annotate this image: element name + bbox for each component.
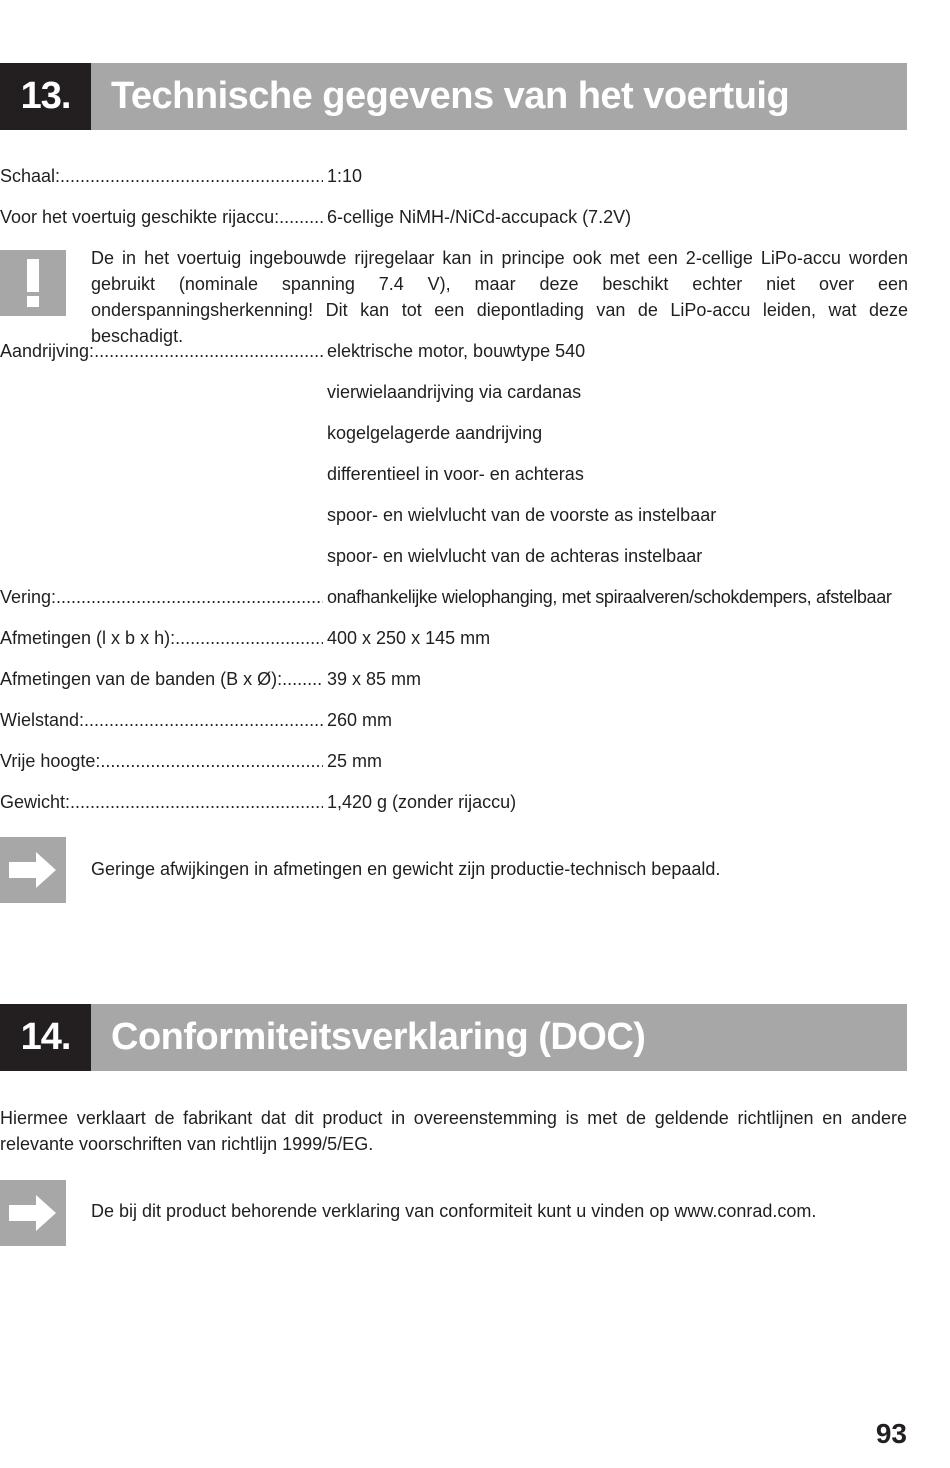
arrow-right-icon <box>0 837 66 903</box>
info-note-text: De bij dit product behorende verklaring van conformiteit kunt u vinden op www.conrad.com. <box>91 1201 817 1221</box>
spec-row-scale <box>0 165 908 187</box>
drive-extra-2: kogelgelagerde aandrijving <box>327 423 543 443</box>
conformity-paragraph: Hiermee verklaart de fabrikant dat dit product in overeenstemming is met de geldende richtlijnen en andere relevante voorschriften van richtlijn 1999/5/EG. <box>0 1108 907 1154</box>
spec-label: Afmetingen (l x b x h): <box>0 628 176 648</box>
section-13-header <box>0 63 907 130</box>
info-icon-box <box>0 837 66 903</box>
info-icon-box <box>0 1180 66 1246</box>
spec-row-battery <box>0 206 908 228</box>
warning-note-text: De in het voertuig ingebouwde rijregelaar kan in principe ook met een 2-cellige LiPo-accu worden gebruikt (nominale spanning 7.4 V), maar deze beschikt echter niet over een onderspanningsherkenning! Dit kan tot een diepontlading van de LiPo-accu leiden, wat deze beschadigt. <box>91 248 908 346</box>
section-13-number: 13. <box>0 63 91 130</box>
spec-value: onafhankelijke wielophanging, met spiraalveren/schokdempers, afstelbaar <box>327 587 892 607</box>
section-13-title: Technische gegevens van het voertuig <box>91 63 907 130</box>
drive-extra-5: spoor- en wielvlucht van de achteras instelbaar <box>327 546 703 566</box>
spec-row-clearance <box>0 750 908 772</box>
spec-label: Voor het voertuig geschikte rijaccu: <box>0 207 280 227</box>
spec-label: Vering: <box>0 587 57 607</box>
section-14-header <box>0 1004 907 1071</box>
section-14-title: Conformiteitsverklaring (DOC) <box>91 1004 907 1071</box>
spec-label: Schaal: <box>0 166 61 186</box>
spec-label: Gewicht: <box>0 792 71 812</box>
spec-value: 1:10 <box>327 166 363 186</box>
drive-extra-1: vierwielaandrijving via cardanas <box>327 382 582 402</box>
drive-extra-4: spoor- en wielvlucht van de voorste as instelbaar <box>327 505 717 525</box>
spec-label: Aandrijving: <box>0 341 95 361</box>
section-14-number: 14. <box>0 1004 91 1071</box>
spec-label: Wielstand: <box>0 710 85 730</box>
spec-row-weight <box>0 791 908 813</box>
spec-row-tyres <box>0 668 908 690</box>
spec-value: 1,420 g (zonder rijaccu) <box>327 792 517 812</box>
spec-value: 6-cellige NiMH-/NiCd-accupack (7.2V) <box>327 207 632 227</box>
spec-value: 260 mm <box>327 710 393 730</box>
spec-value: elektrische motor, bouwtype 540 <box>327 341 586 361</box>
spec-row-wheelbase <box>0 709 908 731</box>
warning-icon-box <box>0 250 66 316</box>
page-number: 93 <box>875 1418 907 1449</box>
spec-row-dimensions <box>0 627 908 649</box>
drive-extra-3: differentieel in voor- en achteras <box>327 464 584 484</box>
spec-value: 25 mm <box>327 751 383 771</box>
spec-value: 400 x 250 x 145 mm <box>327 628 491 648</box>
spec-label: Afmetingen van de banden (B x Ø): <box>0 669 283 689</box>
arrow-right-icon <box>0 1180 66 1246</box>
spec-row-drive <box>0 340 908 362</box>
spec-row-suspension <box>0 586 908 608</box>
spec-label: Vrije hoogte: <box>0 751 101 771</box>
exclamation-icon <box>0 250 66 316</box>
info-note-text: Geringe afwijkingen in afmetingen en gewicht zijn productie-technisch bepaald. <box>91 859 721 879</box>
spec-value: 39 x 85 mm <box>327 669 422 689</box>
